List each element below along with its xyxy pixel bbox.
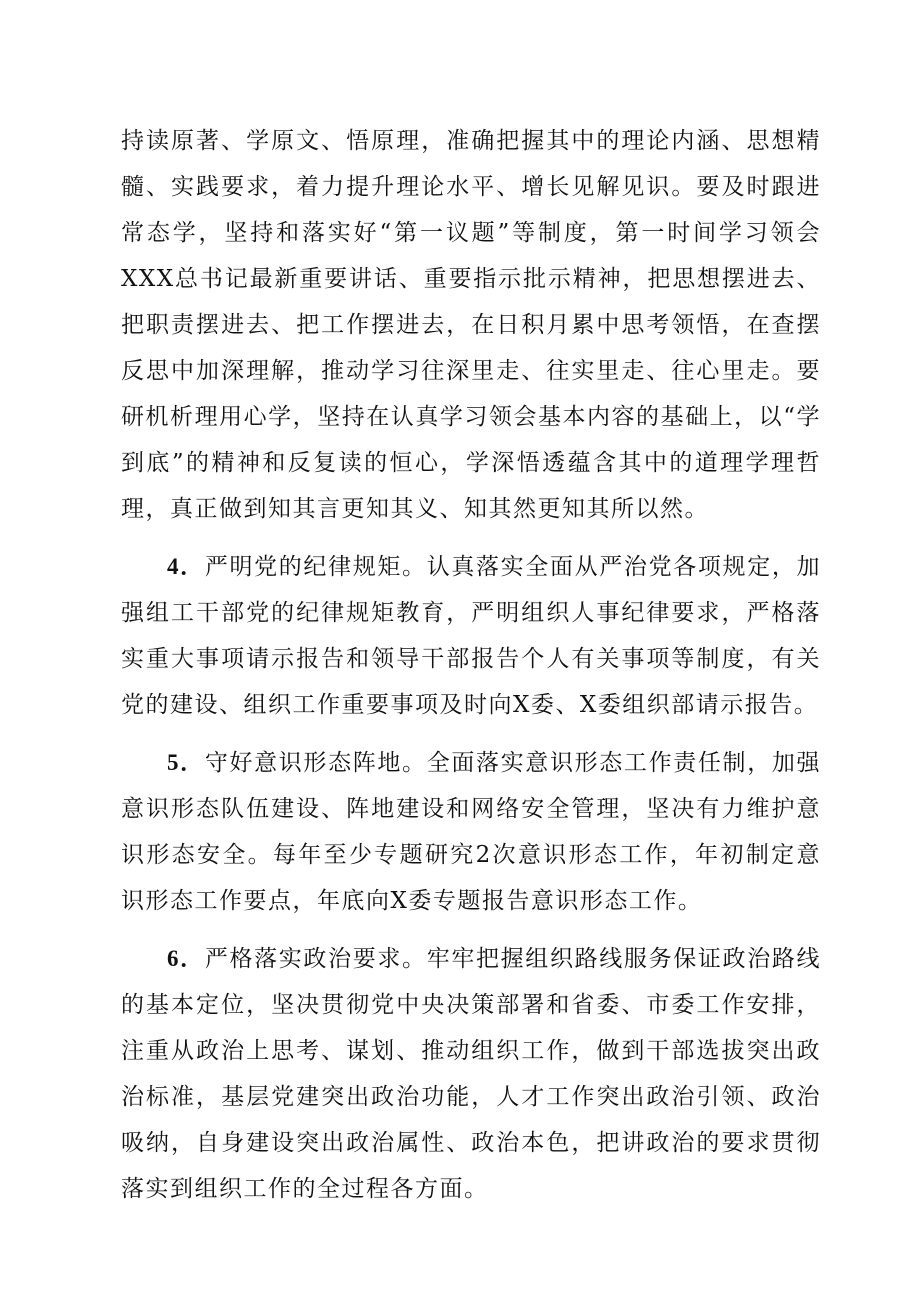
paragraph-text: 持读原著、学原文、悟原理，准确把握其中的理论内涵、思想精髓、实践要求，着力提升理论水平、增长见解见识。要及时跟进常态学，坚持和落实好“第一议题”等制度，第一时间学习领会XXX总书记最新重要讲话、重要指示批示精神，把思想摆进去、把职责摆进去、把工作摆进去，在日积月累中思考领悟，在查摆反思中加深理解，推动学习往深里走、往实里走、往心里走。要研机析理用心学，坚持在认真学习领会基本内容的基础上，以“学到底”的精神和反复读的恒心，学深悟透蕴含其中的道理学理哲理，真正做到知其言更知其义、知其然更知其所以然。: [121, 128, 821, 522]
paragraph-continuation: [121, 118, 821, 532]
document-body: [121, 118, 821, 1224]
paragraph-item-6: [121, 936, 821, 1212]
paragraph-number: 6．: [167, 946, 205, 971]
paragraph-item-4: [121, 544, 821, 728]
paragraph-number: 5．: [167, 750, 205, 775]
paragraph-item-5: [121, 740, 821, 924]
paragraph-text: 严明党的纪律规矩。认真落实全面从严治党各项规定，加强组工干部党的纪律规矩教育，严明组织人事纪律要求，严格落实重大事项请示报告和领导干部报告个人有关事项等制度，有关党的建设、组织工作重要事项及时向X委、X委组织部请示报告。: [121, 554, 822, 718]
paragraph-text: 守好意识形态阵地。全面落实意识形态工作责任制，加强意识形态队伍建设、阵地建设和网络安全管理，坚决有力维护意识形态安全。每年至少专题研究2次意识形态工作，年初制定意识形态工作要点，年底向X委专题报告意识形态工作。: [121, 750, 822, 914]
paragraph-number: 4．: [167, 554, 205, 579]
paragraph-text: 严格落实政治要求。牢牢把握组织路线服务保证政治路线的基本定位，坚决贯彻党中央决策部署和省委、市委工作安排，注重从政治上思考、谋划、推动组织工作，做到干部选拔突出政治标准，基层党建突出政治功能，人才工作突出政治引领、政治吸纳，自身建设突出政治属性、政治本色，把讲政治的要求贯彻落实到组织工作的全过程各方面。: [121, 946, 822, 1202]
